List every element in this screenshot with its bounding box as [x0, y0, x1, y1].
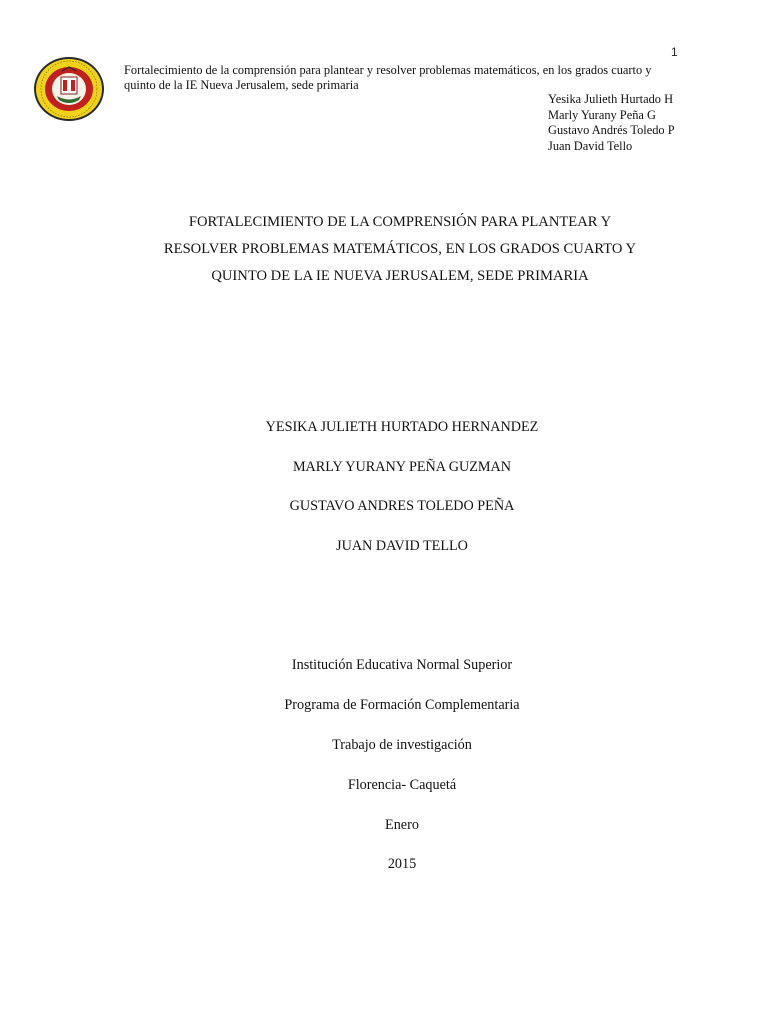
- author-name-text: YESIKA JULIETH HURTADO HERNANDEZ: [265, 419, 539, 435]
- header-author: Yesika Julieth Hurtado H: [548, 92, 674, 106]
- program-name-text: Programa de Formación Complementaria: [284, 697, 520, 713]
- year: [0, 856, 768, 873]
- author-name: [0, 538, 768, 555]
- month-text: Enero: [385, 817, 419, 833]
- work-type: [0, 737, 768, 754]
- title-line: RESOLVER PROBLEMAS MATEMÁTICOS, EN LOS GRADOS CUARTO Y: [163, 241, 637, 257]
- page-number: 1: [671, 45, 678, 59]
- institution-seal-icon: [33, 56, 105, 122]
- month: [0, 817, 768, 834]
- work-type-text: Trabajo de investigación: [332, 737, 472, 753]
- author-name-text: MARLY YURANY PEÑA GUZMAN: [292, 459, 512, 475]
- institution-name: [0, 657, 768, 674]
- author-name-text: GUSTAVO ANDRES TOLEDO PEÑA: [289, 498, 515, 514]
- header-authors: [548, 92, 675, 154]
- header-author: Juan David Tello: [548, 138, 633, 153]
- author-name: [0, 498, 768, 515]
- program-name: [0, 697, 768, 714]
- author-name: [0, 419, 768, 436]
- institution-name-text: Institución Educativa Normal Superior: [291, 657, 513, 673]
- header-author: Gustavo Andrés Toledo P: [548, 123, 675, 137]
- document-title: [150, 209, 650, 290]
- author-name-text: JUAN DAVID TELLO: [336, 538, 468, 554]
- header-author: Marly Yurany Peña G: [548, 107, 656, 122]
- year-text: 2015: [387, 856, 417, 872]
- title-line: FORTALECIMIENTO DE LA COMPRENSIÓN PARA PLANTEAR Y: [188, 214, 612, 230]
- city: [0, 777, 768, 794]
- title-line: QUINTO DE LA IE NUEVA JERUSALEM, SEDE PRIMARIA: [211, 268, 589, 284]
- running-header-title: Fortalecimiento de la comprensión para plantear y resolver problemas matemáticos, en los grados cuarto y quinto de la IE Nueva Jerusalem, sede primaria: [124, 63, 652, 92]
- city-text: Florencia- Caquetá: [347, 777, 457, 793]
- author-name: [0, 459, 768, 476]
